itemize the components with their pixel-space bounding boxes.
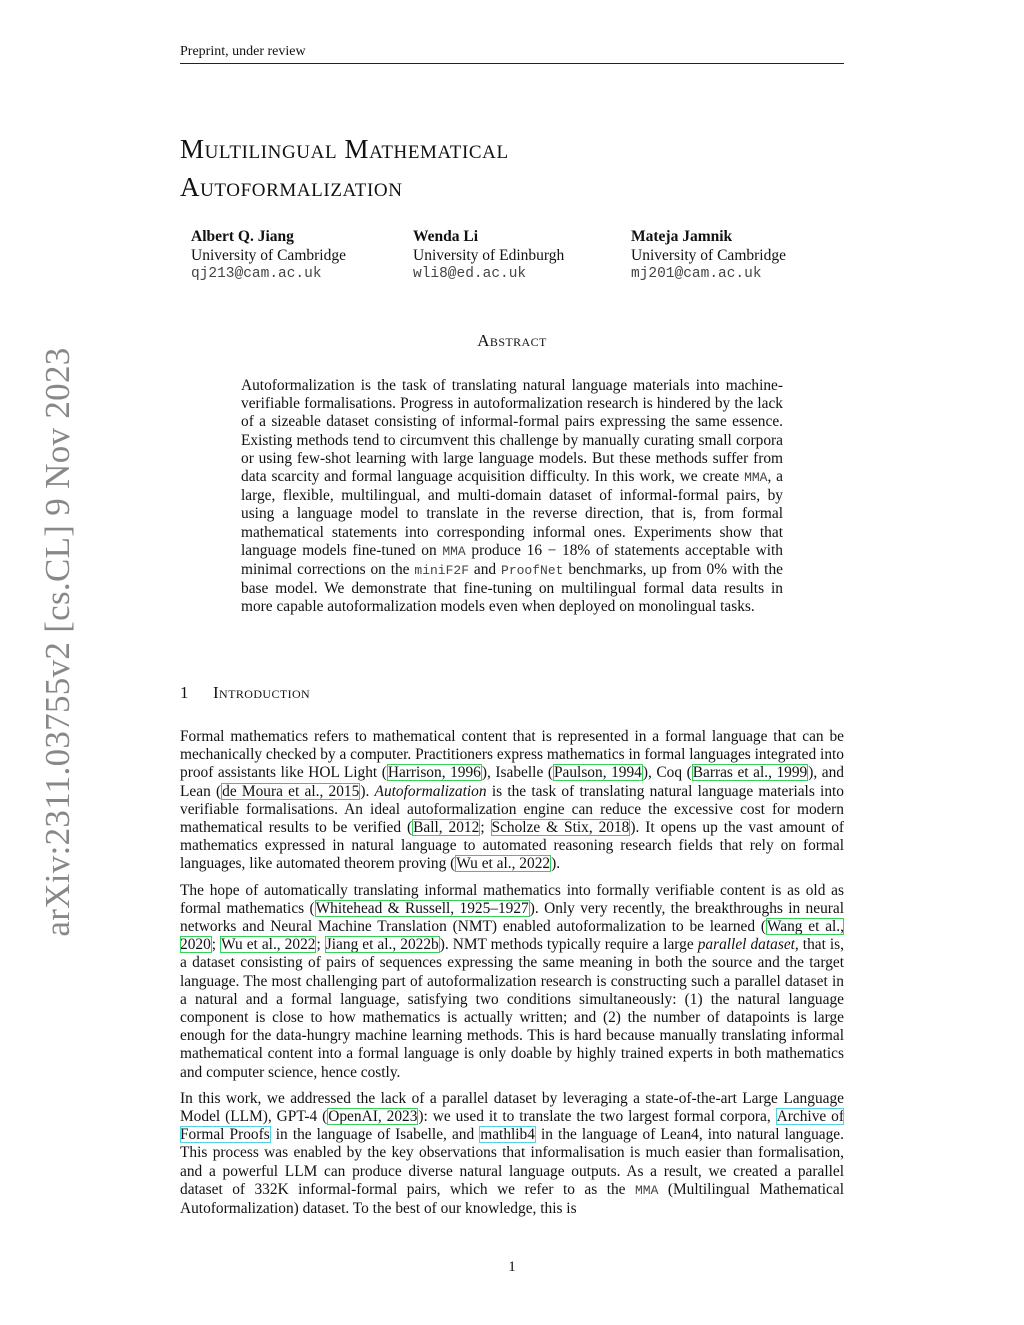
running-header: [180, 44, 844, 64]
title-line-1: Multilingual Mathematical: [180, 134, 509, 164]
text-span: is the task of translating natural language materials into verifiable formalisations. An ideal autoformalization engine can reduce the excessive cost for modern mathematical results to be verified (: [180, 782, 844, 837]
benchmark-name: ProofNet: [501, 563, 564, 579]
text-span: ). NMT methods typically require a large: [439, 936, 698, 954]
text-span: Formal mathematics refers to mathematical content that is represented in a formal language that can be mechanically checked by a computer. Practitioners express mathematics in formal languages integrated into proof assistants like HOL Light (: [180, 728, 844, 782]
citation-link[interactable]: Wu et al., 2022: [456, 855, 551, 873]
citation-link[interactable]: Ball, 2012: [413, 819, 480, 837]
emphasis: parallel dataset: [697, 936, 795, 954]
abstract-span: Autoformalization is the task of translating natural language materials into machine-verifiable formalisations. Progress in autoformalization research is hindered by the lack of a sizeable dataset consisting of informal-formal pairs expressing the same essence. Existing methods tend to circumvent this challenge by manually curating small corpora or using few-shot learning with large language models. But these methods suffer from data scarcity and formal language acquisition difficulty. In this work, we create: [241, 377, 783, 486]
abstract-heading: Abstract: [477, 331, 547, 350]
benchmark-name: miniF2F: [414, 563, 470, 579]
mathlib4-link[interactable]: mathlib4: [480, 1126, 535, 1144]
citation-link[interactable]: OpenAI, 2023: [328, 1108, 418, 1126]
text-span: The hope of automatically translating informal mathematics into formally verifiable content is as old as formal mathematics (: [180, 881, 844, 917]
author-block: [631, 227, 786, 284]
dataset-name: MMA: [744, 470, 768, 486]
baseline-value: 0%: [706, 561, 728, 579]
emphasis: Autoformalization: [374, 782, 487, 800]
section-body: [180, 728, 844, 1226]
abstract-span: produce: [465, 541, 527, 559]
abstract-span: and: [469, 561, 502, 579]
paragraph: [180, 882, 844, 1082]
text-span: informal-formal pairs, which we refer to as the: [288, 1180, 635, 1198]
title-line-2: Autoformalization: [180, 172, 403, 202]
author-email: wli8@ed.ac.uk: [413, 266, 527, 282]
abstract-span: of statements acceptable with minimal corrections on the: [241, 541, 783, 579]
abstract-span: with the base model. We demonstrate that fine-tuning on multilingual formal data results in more capable autoformalization models even when deployed on monolingual tasks.: [241, 561, 783, 616]
citation-link[interactable]: Wu et al., 2022: [221, 936, 316, 954]
text-span: ), and Lean (: [180, 764, 844, 800]
citation-link[interactable]: Wang et al., 2020: [180, 918, 844, 954]
citation-separator: ;: [211, 936, 221, 954]
author-block: [191, 227, 346, 284]
dataset-name: MMA: [442, 543, 466, 559]
paragraph: [180, 728, 844, 874]
abstract-text: [241, 377, 783, 617]
text-span: ), Coq (: [642, 764, 692, 782]
text-span: in the language of Isabelle, and: [270, 1126, 480, 1144]
author-block: [413, 227, 564, 284]
pair-count: 332K: [254, 1180, 289, 1198]
citation-link[interactable]: Paulson, 1994: [553, 764, 642, 782]
author-name: Wenda Li: [413, 228, 479, 245]
text-span: ). It opens up the vast amount of mathematics expressed in natural language to automated reasoning research fields that rely on formal languages, like automated theorem proving (: [180, 819, 845, 873]
citation-link[interactable]: Harrison, 1996: [387, 764, 481, 782]
running-head-text: Preprint, under review: [180, 44, 306, 59]
citation-separator: ;: [316, 936, 325, 954]
page-number: 1: [508, 1259, 516, 1275]
text-span: ).: [551, 855, 561, 873]
text-span: ).: [360, 782, 375, 800]
author-name: Mateja Jamnik: [631, 228, 733, 245]
author-name: Albert Q. Jiang: [191, 228, 294, 245]
author-affiliation: University of Cambridge: [191, 247, 346, 264]
paragraph: [180, 1090, 844, 1218]
text-span: ): we used it to translate the two largest formal corpora,: [418, 1108, 776, 1126]
citation-link[interactable]: de Moura et al., 2015: [222, 782, 360, 800]
citation-link[interactable]: Scholze & Stix, 2018: [491, 819, 630, 837]
paper-title: [180, 130, 844, 206]
author-email: qj213@cam.ac.uk: [191, 266, 322, 282]
citation-separator: ;: [480, 819, 491, 837]
accuracy-range: 16 − 18%: [526, 541, 591, 559]
citation-link[interactable]: Whitehead & Russell, 1925–1927: [315, 899, 529, 917]
section-heading: [180, 683, 310, 703]
abstract-span: , a large, flexible, multilingual, and multi-domain dataset of informal-formal pairs, by using a language model to translate in the reverse direction, that is, from formal mathematical statements into corresponding informal ones. Experiments show that language models fine-tuned on: [241, 468, 783, 559]
author-affiliation: University of Edinburgh: [413, 247, 565, 264]
text-span: ). Only very recently, the breakthroughs in neural networks and Neural Machine Translation (NMT) enabled autoformalization to be learned (: [180, 899, 845, 936]
author-email: mj201@cam.ac.uk: [631, 266, 762, 282]
text-span: in the language of Lean4, into natural language. This process was enabled by the key observations that informalisation is much easier than formalisation, and a powerful LLM can produce diverse natural language outputs. As a result, we created a parallel dataset of: [180, 1126, 844, 1198]
abstract-span: benchmarks, up from: [563, 561, 707, 579]
section-number: 1: [180, 683, 189, 702]
text-span: , that is, a dataset consisting of pairs of sequences expressing the same meaning in both the source and the target language. The most challenging part of autoformalization research is constructing such a parallel dataset in a natural and a formal language, satisfying two conditions simultaneously: (1) the natural language component is close to how mathematics is actually written; and (2) the number of datapoints is large enough for the data-hungry machine learning methods. This is hard because manually translating informal mathematical content into a formal language is only doable by highly trained experts in both mathematics and computer science, hence costly.: [180, 936, 845, 1081]
text-span: In this work, we addressed the lack of a parallel dataset by leveraging a state-of-the-art Large Language Model (LLM), GPT-4 (: [180, 1089, 844, 1126]
arxiv-identifier[interactable]: arXiv:2311.03755v2 [cs.CL] 9 Nov 2023: [38, 347, 77, 937]
citation-link[interactable]: Barras et al., 1999: [692, 764, 808, 782]
text-span: ), Isabelle (: [481, 764, 553, 782]
afp-link[interactable]: Archive of Formal Proofs: [180, 1108, 845, 1144]
text-span: (Multilingual Mathematical Autoformalization) dataset. To the best of our knowledge, this is: [180, 1180, 844, 1218]
section-title: Introduction: [213, 683, 311, 702]
citation-link[interactable]: Jiang et al., 2022b: [325, 936, 439, 954]
author-affiliation: University of Cambridge: [631, 247, 786, 264]
dataset-name: MMA: [634, 1182, 659, 1198]
